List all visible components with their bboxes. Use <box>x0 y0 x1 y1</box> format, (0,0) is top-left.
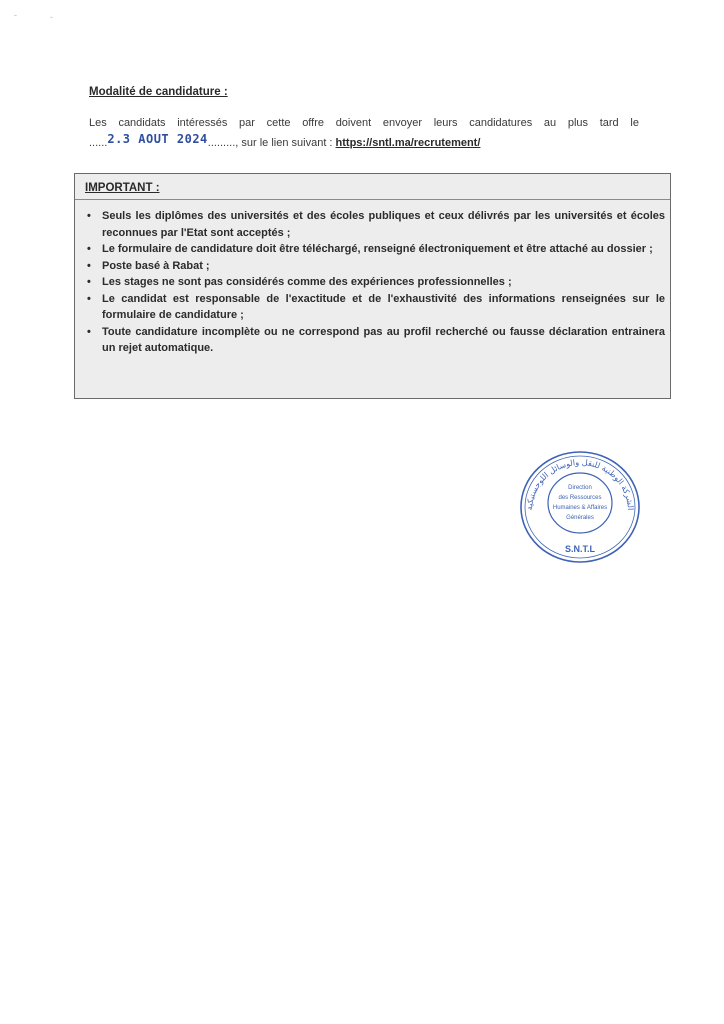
intro-word: Les <box>89 117 107 129</box>
intro-word: le <box>630 117 639 129</box>
bullet-icon: • <box>87 259 91 272</box>
important-item-text: Poste basé à Rabat ; <box>102 259 210 272</box>
important-list <box>85 208 665 357</box>
intro-word: offre <box>302 117 324 129</box>
intro-word: candidats <box>118 117 166 129</box>
important-item-text: Les stages ne sont pas considérés comme des expériences professionnelles ; <box>102 276 512 288</box>
important-box <box>74 173 671 399</box>
stamp-arabic-text: الشركة الوطنية للنقل والوسائل اللوجستيكية <box>524 457 636 511</box>
bullet-icon: • <box>87 276 91 288</box>
intro-word: envoyer <box>382 117 422 129</box>
intro-line-1 <box>89 114 639 133</box>
intro-paragraph <box>89 114 639 153</box>
important-item-text: Toute candidature incomplète ou ne correspond pas au profil recherché ou fausse déclaration entrainera un rejet automatique. <box>102 325 665 354</box>
scan-mark: - <box>50 12 53 22</box>
bullet-icon: • <box>87 292 91 305</box>
important-item <box>85 258 665 275</box>
dots-after: ........., <box>207 137 239 149</box>
stamp-acronym: S.N.T.L <box>564 544 596 554</box>
intro-word: plus <box>567 117 589 129</box>
stamp-inner-line: Générales <box>566 515 594 521</box>
important-item <box>85 274 665 291</box>
recruitment-link[interactable]: https://sntl.ma/recrutement/ <box>335 137 481 149</box>
scan-mark: - <box>14 10 17 20</box>
bullet-icon: • <box>87 210 91 222</box>
intro-word: doivent <box>335 117 372 129</box>
important-title: IMPORTANT : <box>85 182 160 194</box>
dots-before: ...... <box>89 137 108 149</box>
section-title-modalite: Modalité de candidature : <box>89 86 228 98</box>
intro-word: leurs <box>433 117 458 129</box>
divider <box>75 199 670 200</box>
company-stamp <box>518 449 642 565</box>
intro-word: candidatures <box>469 117 533 129</box>
bullet-icon: • <box>87 243 91 255</box>
important-item <box>85 241 665 258</box>
intro-word: cette <box>266 117 291 129</box>
important-item <box>85 324 665 357</box>
important-item-text: Le candidat est responsable de l'exactitude et de l'exhaustivité des informations renseignées sur le formulaire de candidature ; <box>102 292 665 321</box>
important-item <box>85 208 665 241</box>
important-item <box>85 291 665 324</box>
important-item-text: Seuls les diplômes des universités et des écoles publiques et ceux délivrés par les universités et écoles reconnues par l'Etat sont acceptés ; <box>102 210 665 239</box>
stamp-inner-line: Humaines & Affaires <box>552 505 608 511</box>
important-item-text: Le formulaire de candidature doit être téléchargé, renseigné électroniquement et être attaché au dossier ; <box>102 243 653 255</box>
intro-word: intéressés <box>177 117 228 129</box>
intro-word: au <box>543 117 557 129</box>
bullet-icon: • <box>87 325 91 338</box>
stamp-inner-line: des Ressources <box>558 495 602 501</box>
intro-word: par <box>239 117 255 129</box>
stamp-inner-line: Direction <box>568 485 592 491</box>
intro-word: tard <box>599 117 619 129</box>
intro-line-2 <box>89 133 639 153</box>
handwritten-date: 2.3 AOUT 2024 <box>107 132 208 146</box>
link-intro-text: sur le lien suivant : <box>238 137 336 149</box>
